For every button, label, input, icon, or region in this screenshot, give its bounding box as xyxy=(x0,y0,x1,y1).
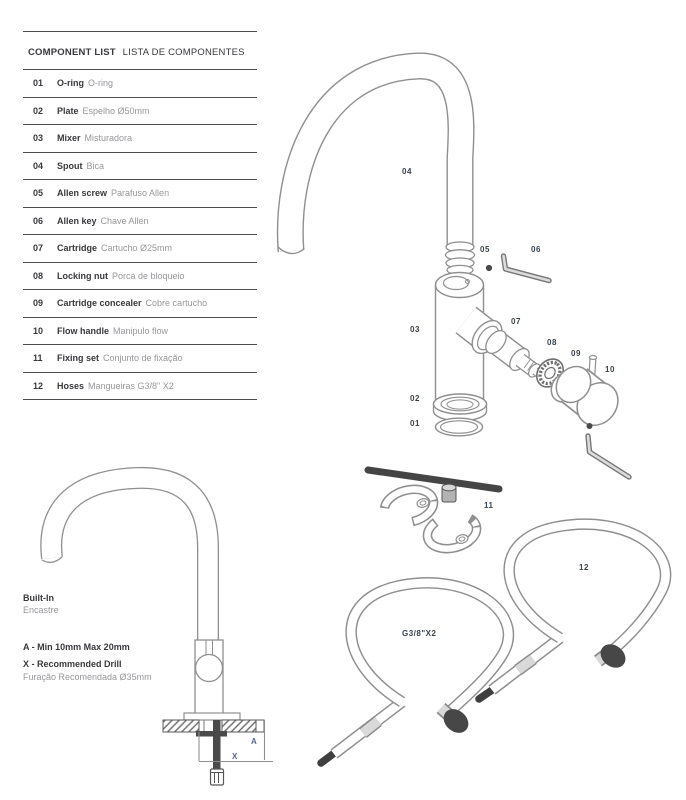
exploded-view-drawing xyxy=(278,66,629,477)
component-number: 08 xyxy=(33,270,44,281)
fixing-set-drawing xyxy=(368,470,499,554)
component-row-09 xyxy=(23,289,257,317)
dimension-x-text-pt: Furação Recomendada Ø35mm xyxy=(23,672,152,682)
component-list-title-en: COMPONENT LIST xyxy=(28,47,116,58)
component-row-03 xyxy=(23,124,257,152)
dimension-a-text: A - Min 10mm Max 20mm xyxy=(23,642,130,652)
component-name-pt: Espelho Ø50mm xyxy=(82,105,150,116)
part-label-11: 11 xyxy=(484,501,494,510)
component-list-header xyxy=(23,32,257,69)
part-label-10: 10 xyxy=(605,365,615,374)
component-row-06 xyxy=(23,207,257,235)
component-name-pt: Chave Allen xyxy=(100,215,149,226)
component-name-pt: Cobre cartucho xyxy=(145,298,208,309)
dimension-x-text-en: X - Recommended Drill xyxy=(23,659,122,669)
part-label-02: 02 xyxy=(410,394,420,403)
component-name-pt: Bica xyxy=(86,160,105,171)
component-name-en: Allen key xyxy=(57,215,97,226)
component-name-en: Allen screw xyxy=(57,188,108,199)
joint-rings-drawing xyxy=(446,242,475,275)
part-label-12: 12 xyxy=(579,563,589,572)
component-name-en: Fixing set xyxy=(57,353,100,364)
component-number: 05 xyxy=(33,188,44,199)
allen-key-bottom-drawing xyxy=(588,436,629,477)
o-ring-drawing xyxy=(436,418,483,436)
component-number: 07 xyxy=(33,243,44,254)
component-number: 03 xyxy=(33,133,44,144)
component-number: 09 xyxy=(33,298,44,309)
component-row-02 xyxy=(23,97,257,125)
component-name-pt: Conjunto de fixação xyxy=(103,353,183,364)
component-number: 10 xyxy=(33,325,44,336)
component-name-en: Plate xyxy=(57,105,79,116)
component-name-en: Cartridge xyxy=(57,243,98,254)
component-name-pt: Parafuso Allen xyxy=(111,188,170,199)
allen-screw-top-drawing xyxy=(486,265,492,271)
part-label-09: 09 xyxy=(571,349,581,358)
plate-drawing xyxy=(434,394,487,421)
component-number: 11 xyxy=(33,353,43,364)
part-label-05: 05 xyxy=(480,245,490,254)
component-list-title-pt: LISTA DE COMPONENTES xyxy=(122,47,245,58)
component-list xyxy=(23,31,257,400)
component-name-en: Hoses xyxy=(57,380,85,391)
component-name-pt: Porca de bloqueio xyxy=(112,270,185,281)
component-row-04 xyxy=(23,152,257,180)
component-name-en: Cartridge concealer xyxy=(57,298,142,309)
component-number: 04 xyxy=(33,160,44,171)
part-label-08: 08 xyxy=(547,338,557,347)
part-label-04: 04 xyxy=(402,167,412,176)
component-name-pt: Cartucho Ø25mm xyxy=(101,243,173,254)
component-name-en: Spout xyxy=(57,160,83,171)
part-label-01: 01 xyxy=(410,419,420,428)
part-label-03: 03 xyxy=(410,325,420,334)
component-number: 01 xyxy=(33,78,44,89)
hoses-drawing xyxy=(321,524,666,763)
component-name-pt: Mangueiras G3/8" X2 xyxy=(88,380,174,391)
component-row-07 xyxy=(23,234,257,262)
component-name-en: O-ring xyxy=(57,78,84,89)
part-label-07: 07 xyxy=(511,317,521,326)
component-row-10 xyxy=(23,317,257,345)
built-in-title-pt: Encastre xyxy=(23,605,59,615)
component-name-en: Locking nut xyxy=(57,270,108,281)
dimension-x-label: X xyxy=(232,752,238,761)
component-name-pt: O-ring xyxy=(88,78,114,89)
component-number: 12 xyxy=(33,380,44,391)
component-row-08 xyxy=(23,262,257,290)
component-row-12 xyxy=(23,372,257,400)
dimension-a-label: A xyxy=(251,737,257,746)
component-row-11 xyxy=(23,344,257,372)
built-in-text-block xyxy=(23,592,152,683)
hose-spec-label: G3/8"X2 xyxy=(402,629,437,638)
component-row-05 xyxy=(23,179,257,207)
component-name-pt: Misturadora xyxy=(84,133,133,144)
component-name-pt: Manipulo flow xyxy=(113,325,169,336)
component-row-01 xyxy=(23,69,257,97)
allen-key-top-drawing xyxy=(504,256,550,281)
allen-screw-bottom-drawing xyxy=(587,423,593,429)
built-in-title-en: Built-In xyxy=(23,593,54,603)
component-number: 02 xyxy=(33,105,44,116)
component-number: 06 xyxy=(33,215,44,226)
part-label-06: 06 xyxy=(531,245,541,254)
component-name-en: Mixer xyxy=(57,133,81,144)
component-name-en: Flow handle xyxy=(57,325,110,336)
spout-drawing xyxy=(278,66,461,254)
